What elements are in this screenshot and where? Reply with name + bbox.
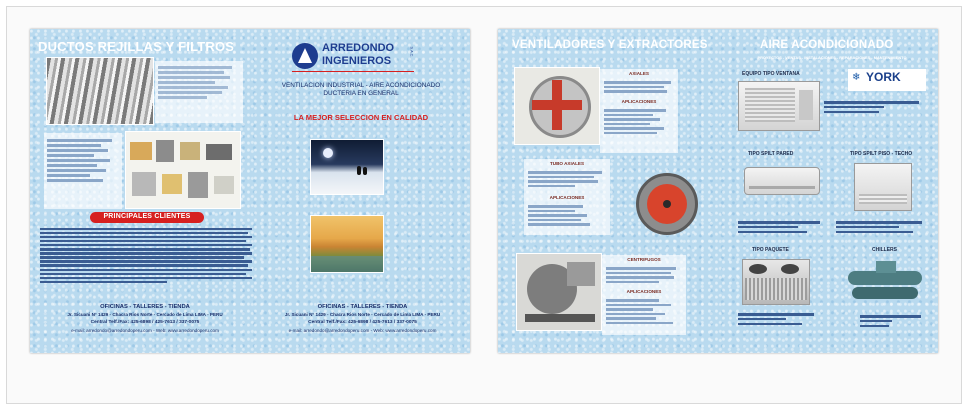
logo-underline: [292, 71, 414, 72]
chillers-label: CHILLERS: [872, 247, 897, 253]
company-tagline1: VENTILACION INDUSTRIAL - AIRE ACONDICIONADO: [281, 82, 441, 89]
left-contact-line2: Jr. Sicuani N° 1429 - Chacra Rios Norte - Cercado de Lima LIMA - PERU: [67, 312, 223, 317]
filter-item-6: [162, 174, 182, 194]
filter-item-7: [188, 172, 208, 198]
window-ac-unit: [738, 81, 820, 131]
paquete-label: TIPO PAQUETE: [752, 247, 789, 253]
filters-photo: [125, 131, 241, 209]
clients-title: PRINCIPALES CLIENTES: [103, 213, 191, 220]
ducts-text-box: [155, 61, 243, 123]
clients-list: [40, 226, 252, 285]
ac-title: AIRE ACONDICIONADO: [760, 39, 894, 51]
york-logo-box: [848, 69, 926, 91]
split-pared-label: TIPO SPILT PARED: [748, 151, 794, 157]
package-fan-2: [781, 264, 799, 274]
split-floor-vent: [859, 194, 907, 204]
split-floor-ceiling-ac-unit: [854, 163, 912, 211]
tubo-axiales-description: [528, 169, 606, 189]
left-title: DUCTOS REJILLAS Y FILTROS: [38, 39, 235, 54]
package-coil: [745, 278, 807, 300]
chiller-tank-1: [848, 271, 922, 285]
tube-axial-text-box: [524, 159, 610, 235]
ducts-description-lines: [158, 64, 240, 101]
axiales-description: [604, 79, 674, 95]
centrifugal-text-box: [602, 255, 686, 335]
split-wall-specs: [738, 219, 824, 235]
centrifugos-applications: [606, 297, 682, 326]
split-wall-ac-unit: [744, 167, 820, 195]
tubo-axiales-label: TUBO AXIALES: [549, 161, 585, 166]
company-suffix: S.A.C.: [409, 46, 414, 58]
centrifugos-description: [606, 265, 682, 285]
axial-text-box: [600, 69, 678, 153]
tubo-applications: [528, 203, 606, 228]
filter-item-4: [206, 144, 232, 160]
moon-shape: [323, 148, 333, 158]
split-piso-label: TIPO SPILT PISO - TECHO: [850, 151, 913, 157]
tubo-aplicaciones-label: APLICACIONES: [549, 195, 585, 200]
centrifugos-label: CENTRIFUGOS: [627, 257, 661, 262]
window-ac-controls: [799, 90, 813, 120]
right-contact-line1: OFICINAS - TALLERES - TIENDA: [317, 304, 408, 310]
chiller-tank-2: [852, 287, 918, 299]
logo-a-shape: [298, 48, 312, 63]
filter-item-1: [130, 142, 152, 160]
filters-description-lines: [47, 137, 119, 184]
snow-landscape-photo: [310, 139, 384, 195]
window-ac-specs: [824, 99, 924, 115]
company-slogan: LA MEJOR SELECCION EN CALIDAD: [293, 113, 429, 122]
axiales-applications: [604, 107, 674, 136]
centrifugos-aplicaciones-label: APLICACIONES: [626, 289, 662, 294]
package-fan-1: [749, 264, 767, 274]
penguin-shape-2: [363, 167, 367, 175]
chiller-compressor: [876, 261, 896, 273]
axial-fan-photo: [514, 67, 600, 145]
filter-item-8: [214, 176, 234, 194]
window-ac-grille: [745, 88, 795, 122]
company-logo-icon: [292, 43, 318, 69]
filter-item-5: [132, 172, 156, 196]
penguin-shape-1: [357, 166, 361, 175]
tube-axial-fan-photo: [636, 173, 698, 235]
tube-axial-fan-hub: [663, 200, 671, 208]
package-ac-unit: [742, 259, 810, 305]
filter-item-3: [180, 142, 200, 160]
vent-title: VENTILADORES Y EXTRACTORES: [512, 39, 708, 51]
brochure-right-panel: [498, 29, 938, 353]
left-contact-line4: e-mail: arredondo@arredondoperu.com - Web: www.arredondoperu.com: [71, 328, 219, 333]
oasis-water-shape: [311, 256, 383, 272]
brochure-left-panel: [30, 29, 470, 353]
right-contact-line2: Jr. Sicuani N° 1429 - Chacra Rios Norte - Cercado de Lima LIMA - PERU: [284, 312, 441, 317]
ducts-photo: [46, 57, 154, 125]
filters-text-box: [44, 133, 122, 209]
axial-fan-blade-h: [532, 100, 582, 110]
company-tagline2: DUCTERIA EN GENERAL: [323, 90, 399, 97]
company-name-line1: ARREDONDO: [322, 42, 395, 54]
package-specs: [738, 311, 818, 327]
right-contact-line3: Central Telf./Fax: 425-6898 / 425-7613 / 337-0075: [308, 320, 417, 325]
chiller-specs: [860, 313, 924, 329]
york-logo-text: YORK: [866, 70, 901, 84]
chiller-unit: [848, 261, 922, 305]
right-contact-line4: e-mail: arredondo@arredondoperu.com - Web: www.arredondoperu.com: [288, 328, 437, 333]
left-contact-line3: Central Telf./Fax: 425-6898 / 425-7613 / 337-0075: [90, 320, 200, 325]
axiales-aplicaciones-label: APLICACIONES: [621, 99, 657, 104]
centrifugal-base: [525, 314, 595, 322]
equipo-ventana-label: EQUIPO TIPO VENTANA: [742, 71, 800, 77]
filter-item-2: [156, 140, 174, 162]
axiales-label: AXIALES: [629, 71, 649, 76]
desert-oasis-photo: [310, 215, 384, 273]
company-name-line2: INGENIEROS: [322, 55, 392, 67]
snowflake-icon: ❄: [852, 72, 861, 83]
centrifugal-fan-photo: [516, 253, 602, 331]
left-contact-line1: OFICINAS - TALLERES - TIENDA: [100, 304, 190, 310]
split-wall-vent: [749, 186, 815, 189]
ac-subtitle: PROYECTOS - VENTAS - INSTALACIONES - REPARACIONES - MANTENIMIENTO: [757, 55, 907, 60]
split-floor-specs: [836, 219, 926, 235]
centrifugal-outlet: [567, 262, 595, 286]
